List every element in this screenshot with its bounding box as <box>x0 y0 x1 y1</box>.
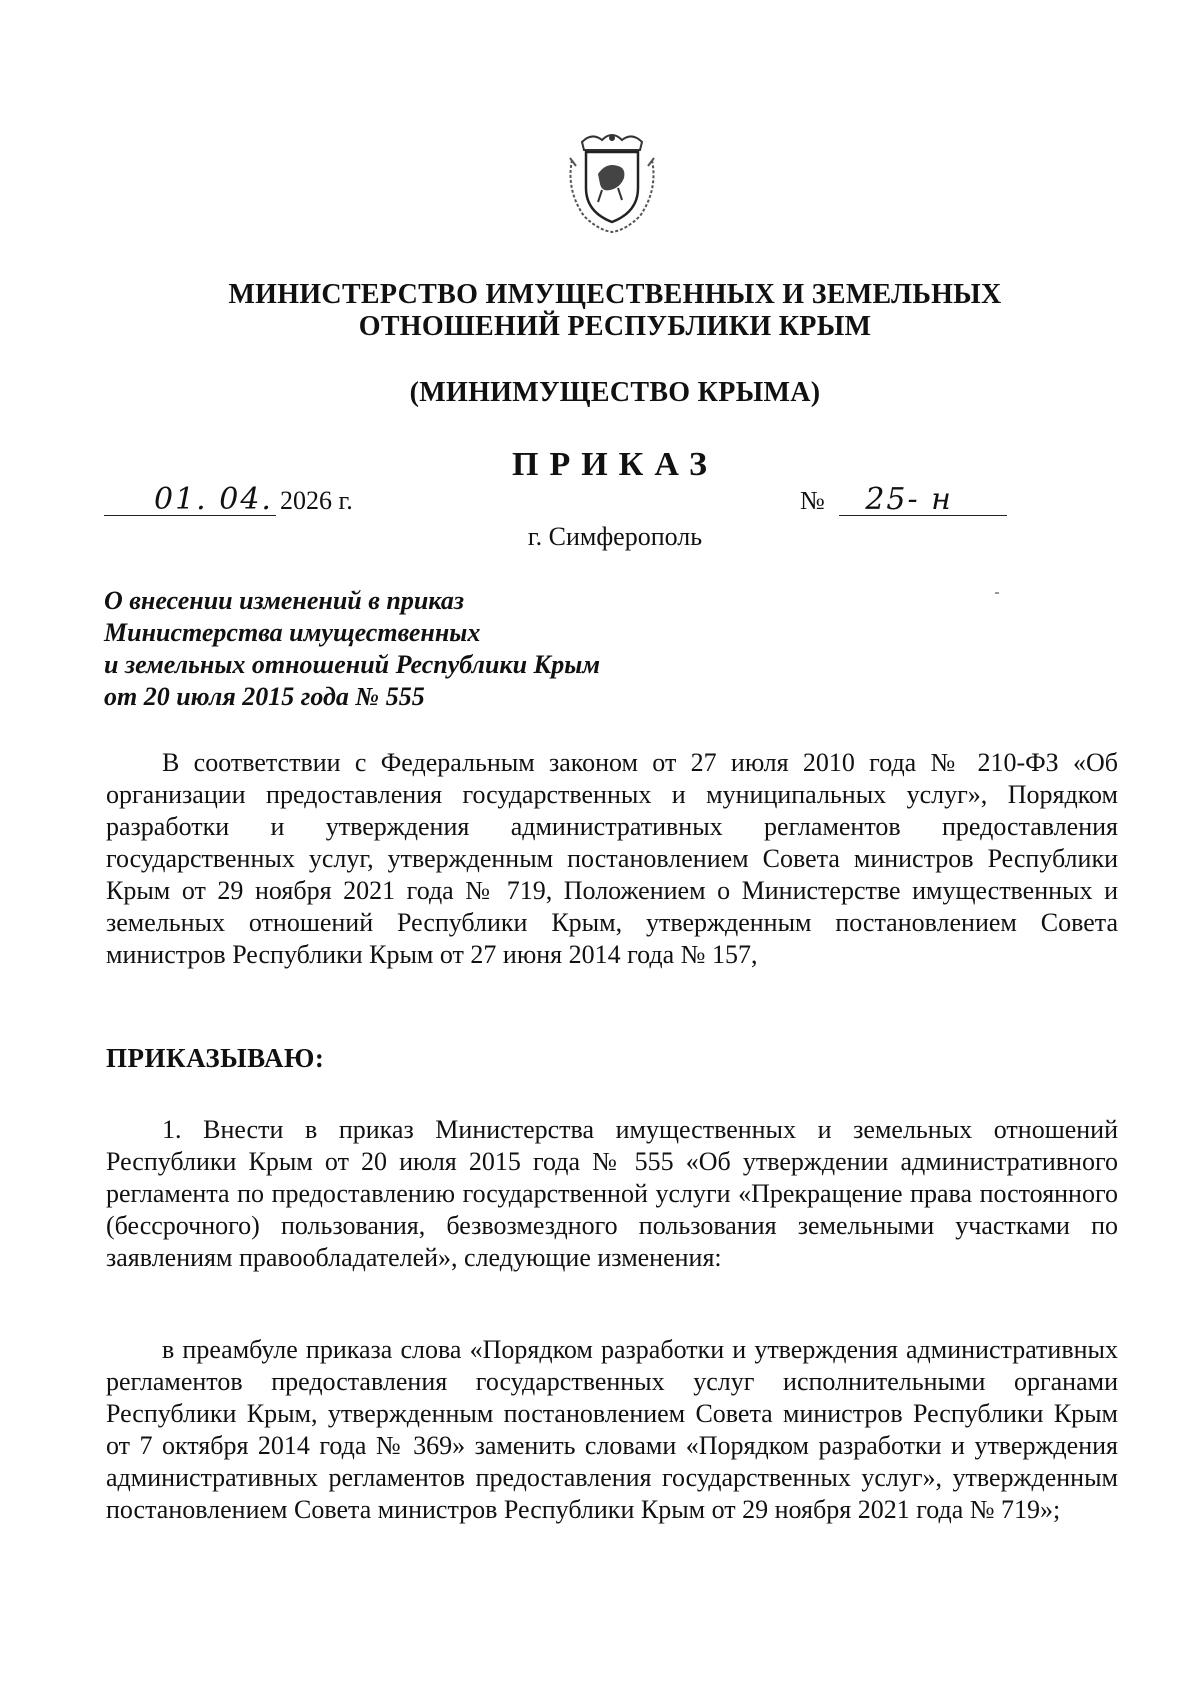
order-heading: ПРИКАЗЫВАЮ: <box>106 1043 325 1073</box>
preamble-paragraph: В соответствии с Федеральным законом от 27 июля 2010 года № 210-ФЗ «Об организации предоставления государственных и муниципальных услуг», Порядком разработки и утверждения административных регламентов предоставления государственных услуг, утвержденным постановлением Совета министров Республики Крым от 29 ноября 2021 года № 719, Положением о Министерстве имущественных и земельных отношений Республики Крым, утвержденным постановлением Совета министров Республики Крым от 27 июня 2014 года № 157, <box>106 748 1118 969</box>
crimea-coat-of-arms-icon <box>562 130 662 235</box>
city: г. Симферополь <box>527 522 703 551</box>
subject-line: О внесении изменений в приказ <box>104 586 464 615</box>
ministry-short-name: (МИНИМУЩЕСТВО КРЫМА) <box>409 377 821 408</box>
number-underline <box>839 482 1007 517</box>
ministry-name-line1: МИНИСТЕРСТВО ИМУЩЕСТВЕННЫХ И ЗЕМЕЛЬНЫХ <box>228 279 1002 310</box>
item-1-subparagraph: в преамбуле приказа слова «Порядком разработки и утверждения административных регламентов предоставления государственных услуг исполнительными органами Республики Крым, утвержденным постановлением Совета министров Республики Крым от 7 октября 2014 года № 369» заменить словами «Порядком разработки и утверждения административных регламентов предоставления государственных услуг», утвержденным постановлением Совета министров Республики Крым от 29 ноября 2021 года № 719»; <box>106 1335 1118 1524</box>
order-subject <box>104 585 724 713</box>
date-field <box>104 482 353 520</box>
subject-line: Министерства имущественных <box>104 618 481 647</box>
date-year: 2026 г. <box>280 486 353 515</box>
item-1-paragraph: 1. Внести в приказ Министерства имущественных и земельных отношений Республики Крым от 20 июля 2015 года № 555 «Об утверждении административного регламента по предоставлению государственной услуги «Прекращение права постоянного (бессрочного) пользования, безвозмездного пользования земельными участками по заявлениям правообладателей», следующие изменения: <box>106 1115 1118 1272</box>
subject-line: и земельных отношений Республики Крым <box>104 650 601 679</box>
subject-line: от 20 июля 2015 года № 555 <box>104 682 425 711</box>
ministry-name-line2: ОТНОШЕНИЙ РЕСПУБЛИКИ КРЫМ <box>358 311 872 342</box>
document-type: ПРИКАЗ <box>512 446 718 483</box>
number-field <box>800 482 1007 520</box>
scan-speck <box>995 592 999 594</box>
number-sign: № <box>800 486 825 515</box>
handwritten-date: 01. 04. <box>154 482 273 517</box>
date-underline <box>104 482 276 517</box>
handwritten-number: 25- н <box>865 482 953 517</box>
